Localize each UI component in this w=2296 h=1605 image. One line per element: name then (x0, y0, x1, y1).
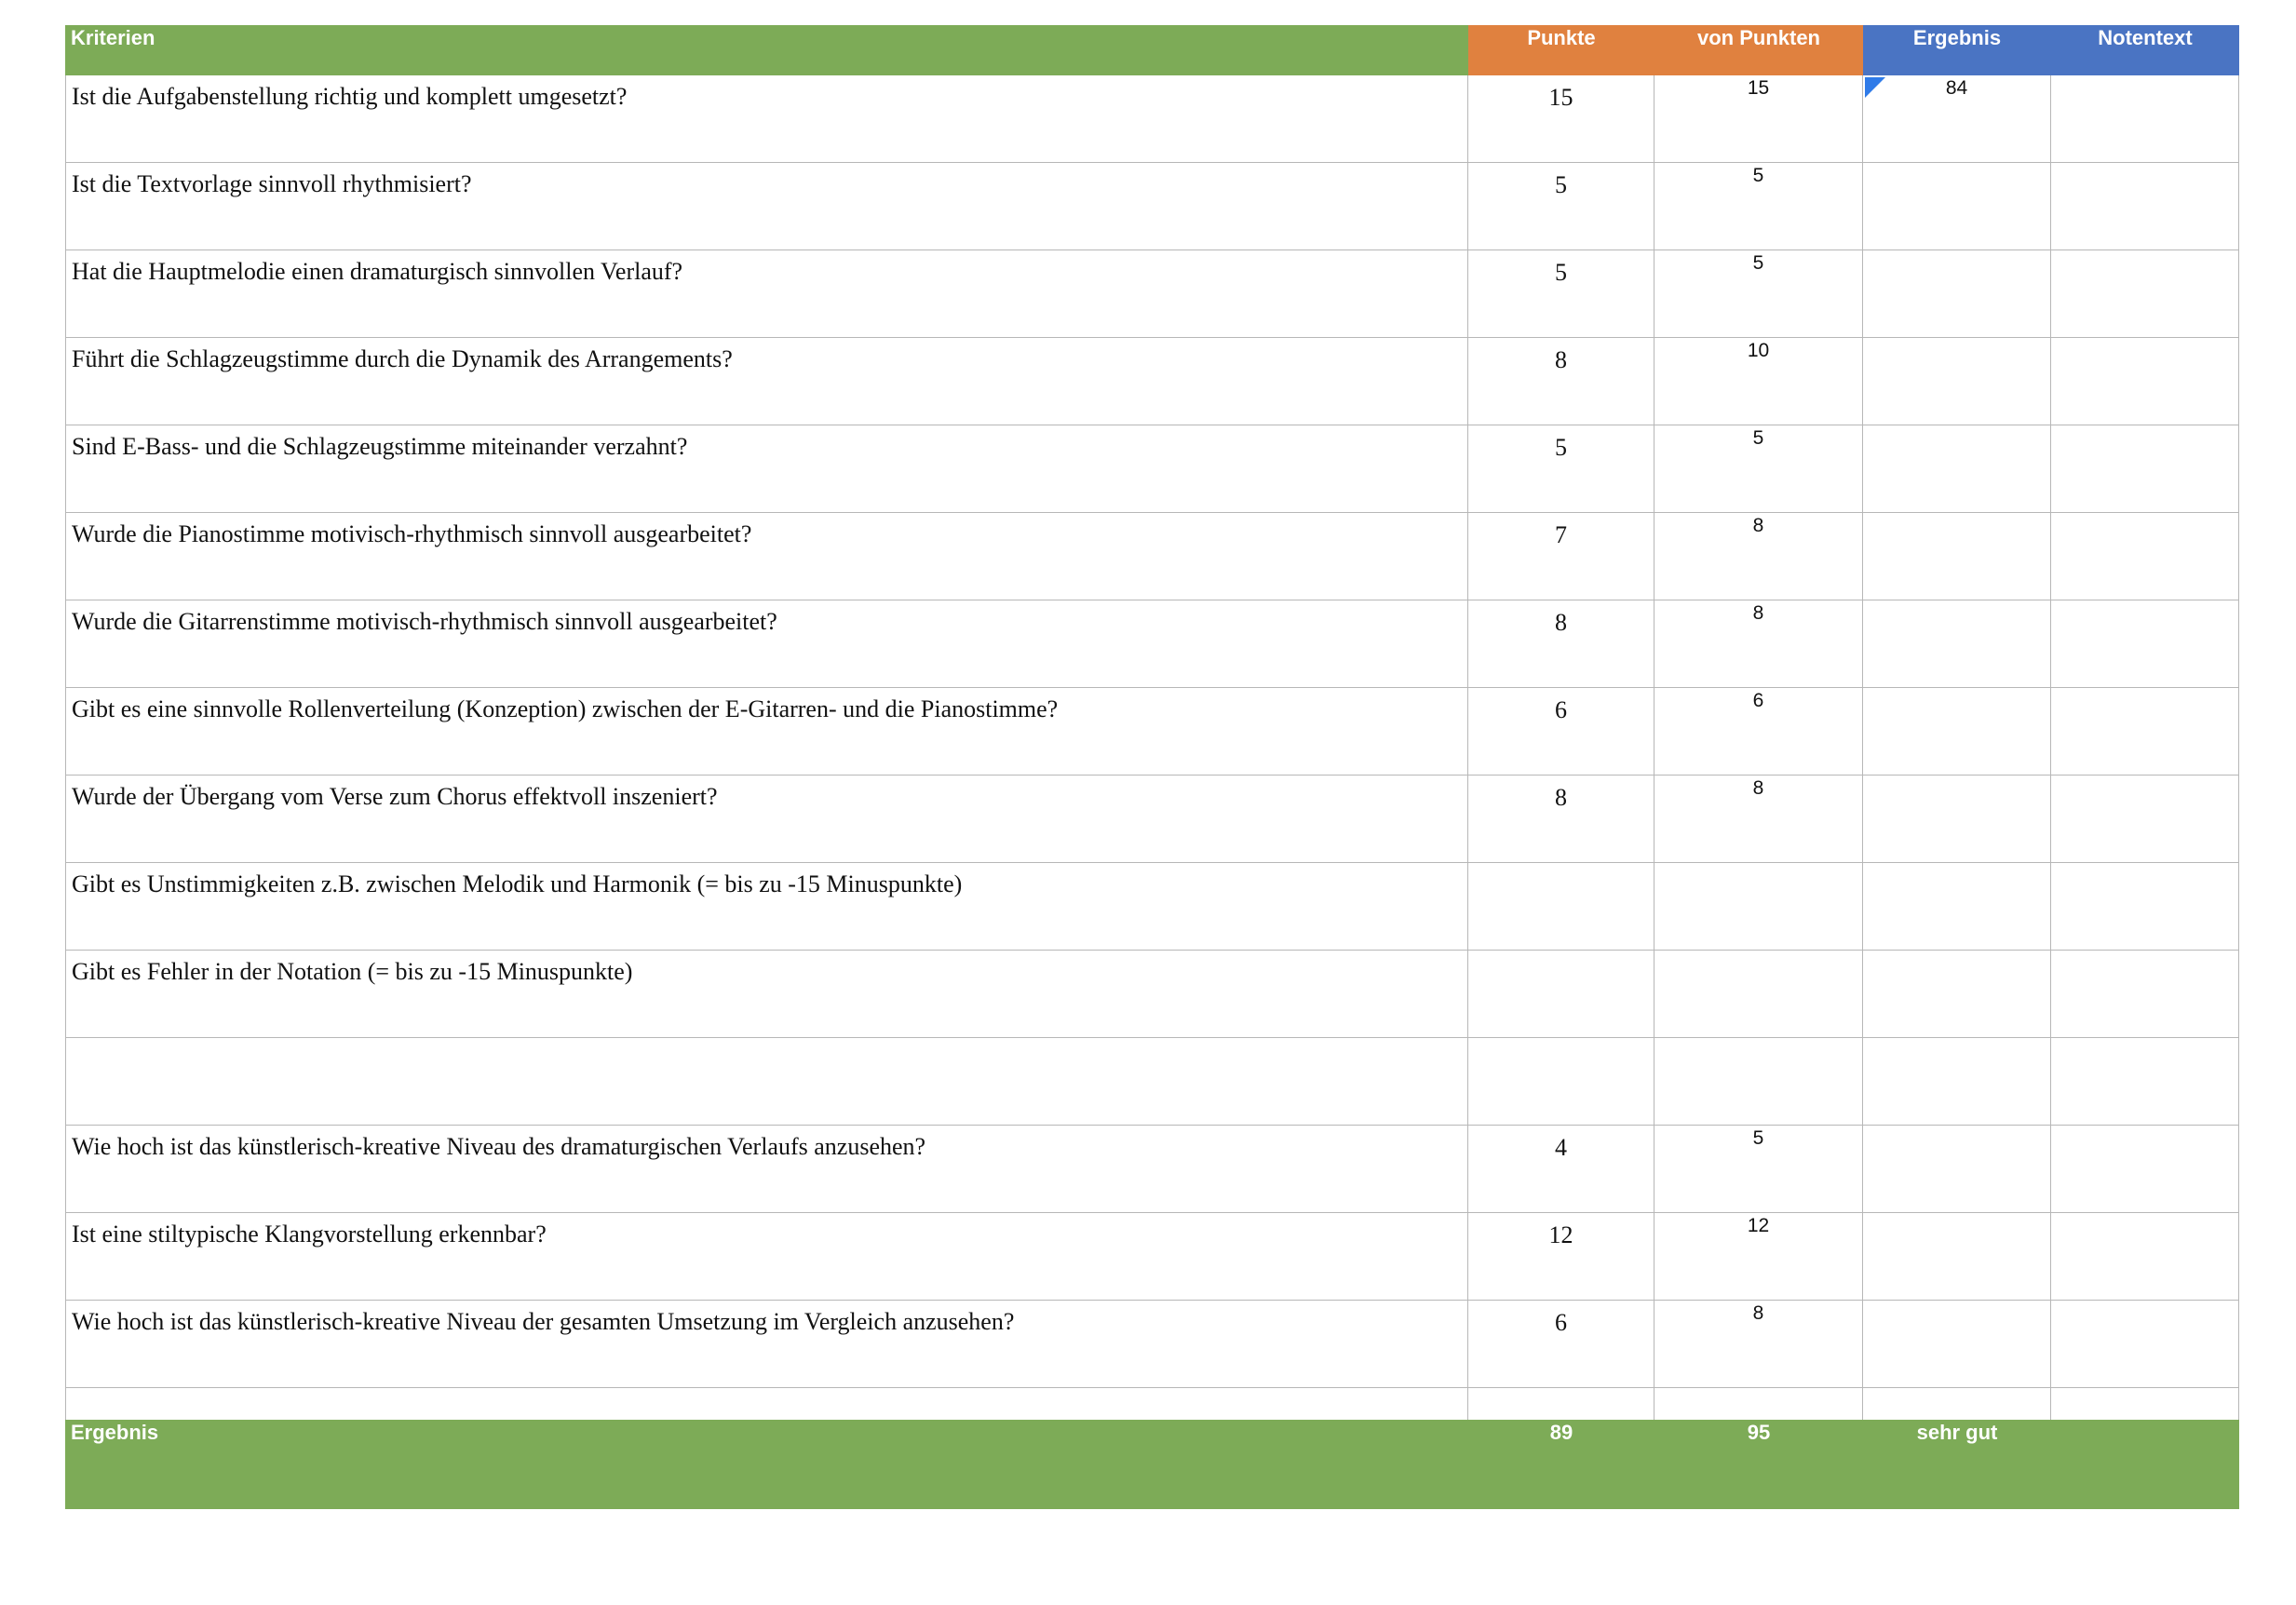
header-von-punkten[interactable]: von Punkten (1654, 25, 1863, 75)
ergebnis-cell[interactable] (1863, 951, 2051, 1038)
criterion-cell[interactable]: Ist die Aufgabenstellung richtig und komplett umgesetzt? (65, 75, 1468, 163)
notentext-cell[interactable] (2051, 75, 2239, 163)
von-punkten-cell[interactable]: 10 (1654, 338, 1863, 425)
empty-cell[interactable] (1863, 1388, 2051, 1420)
criterion-cell[interactable]: Führt die Schlagzeugstimme durch die Dynamik des Arrangements? (65, 338, 1468, 425)
empty-cell[interactable] (2051, 1388, 2239, 1420)
ergebnis-cell[interactable] (1863, 688, 2051, 776)
ergebnis-cell[interactable] (1863, 75, 2051, 163)
criterion-cell[interactable]: Wie hoch ist das künstlerisch-kreative Niveau des dramaturgischen Verlaufs anzusehen? (65, 1126, 1468, 1213)
table-row (65, 776, 2239, 863)
punkte-cell[interactable]: 4 (1468, 1126, 1654, 1213)
ergebnis-cell[interactable] (1863, 600, 2051, 688)
table-row (65, 163, 2239, 250)
footer-label[interactable]: Ergebnis (65, 1420, 1468, 1509)
von-punkten-cell[interactable]: 12 (1654, 1213, 1863, 1301)
punkte-cell[interactable]: 6 (1468, 1301, 1654, 1388)
table-row (65, 863, 2239, 951)
notentext-cell[interactable] (2051, 600, 2239, 688)
ergebnis-cell[interactable] (1863, 1301, 2051, 1388)
criterion-cell[interactable]: Ist die Textvorlage sinnvoll rhythmisiert? (65, 163, 1468, 250)
punkte-cell[interactable]: 5 (1468, 163, 1654, 250)
notentext-cell[interactable] (2051, 1038, 2239, 1126)
punkte-cell[interactable]: 5 (1468, 250, 1654, 338)
criterion-cell[interactable]: Hat die Hauptmelodie einen dramaturgisch sinnvollen Verlauf? (65, 250, 1468, 338)
ergebnis-cell[interactable] (1863, 163, 2051, 250)
criterion-cell[interactable]: Gibt es eine sinnvolle Rollenverteilung (Konzeption) zwischen der E-Gitarren- und die Pianostimme? (65, 688, 1468, 776)
von-punkten-cell[interactable]: 15 (1654, 75, 1863, 163)
von-punkten-cell[interactable]: 6 (1654, 688, 1863, 776)
von-punkten-cell[interactable]: 5 (1654, 163, 1863, 250)
punkte-cell[interactable]: 15 (1468, 75, 1654, 163)
punkte-cell[interactable]: 6 (1468, 688, 1654, 776)
comment-indicator-icon[interactable] (1865, 77, 1885, 98)
punkte-cell[interactable] (1468, 863, 1654, 951)
table-row (65, 1301, 2239, 1388)
von-punkten-cell[interactable]: 8 (1654, 776, 1863, 863)
notentext-cell[interactable] (2051, 688, 2239, 776)
punkte-cell[interactable]: 5 (1468, 425, 1654, 513)
footer-punkte-total[interactable]: 89 (1468, 1420, 1654, 1509)
von-punkten-cell[interactable]: 5 (1654, 250, 1863, 338)
header-kriterien[interactable]: Kriterien (65, 25, 1468, 75)
punkte-cell[interactable] (1468, 1038, 1654, 1126)
header-notentext[interactable]: Notentext (2051, 25, 2239, 75)
footer-ergebnis[interactable]: sehr gut (1863, 1420, 2051, 1509)
von-punkten-cell[interactable]: 5 (1654, 1126, 1863, 1213)
von-punkten-cell[interactable] (1654, 951, 1863, 1038)
notentext-cell[interactable] (2051, 1213, 2239, 1301)
criterion-cell[interactable]: Wurde die Pianostimme motivisch-rhythmisch sinnvoll ausgearbeitet? (65, 513, 1468, 600)
ergebnis-cell[interactable] (1863, 338, 2051, 425)
table-row (65, 1126, 2239, 1213)
table-row (65, 338, 2239, 425)
notentext-cell[interactable] (2051, 951, 2239, 1038)
header-ergebnis[interactable]: Ergebnis (1863, 25, 2051, 75)
empty-cell[interactable] (65, 1388, 1468, 1420)
table-row (65, 425, 2239, 513)
punkte-cell[interactable]: 8 (1468, 338, 1654, 425)
von-punkten-cell[interactable]: 8 (1654, 513, 1863, 600)
von-punkten-cell[interactable] (1654, 863, 1863, 951)
criterion-cell[interactable]: Ist eine stiltypische Klangvorstellung erkennbar? (65, 1213, 1468, 1301)
punkte-cell[interactable]: 12 (1468, 1213, 1654, 1301)
header-punkte[interactable]: Punkte (1468, 25, 1654, 75)
ergebnis-cell[interactable] (1863, 425, 2051, 513)
empty-cell[interactable] (1468, 1388, 1654, 1420)
von-punkten-cell[interactable]: 8 (1654, 600, 1863, 688)
notentext-cell[interactable] (2051, 1301, 2239, 1388)
criterion-cell[interactable] (65, 1038, 1468, 1126)
ergebnis-cell[interactable] (1863, 863, 2051, 951)
table-row (65, 1213, 2239, 1301)
ergebnis-cell[interactable] (1863, 1038, 2051, 1126)
criterion-cell[interactable]: Sind E-Bass- und die Schlagzeugstimme miteinander verzahnt? (65, 425, 1468, 513)
ergebnis-cell[interactable] (1863, 250, 2051, 338)
notentext-cell[interactable] (2051, 338, 2239, 425)
von-punkten-cell[interactable]: 8 (1654, 1301, 1863, 1388)
criterion-cell[interactable]: Wie hoch ist das künstlerisch-kreative Niveau der gesamten Umsetzung im Vergleich anzusehen? (65, 1301, 1468, 1388)
ergebnis-value: 84 (1945, 77, 1968, 99)
ergebnis-cell[interactable] (1863, 776, 2051, 863)
notentext-cell[interactable] (2051, 513, 2239, 600)
grading-sheet (65, 25, 2239, 1509)
criterion-cell[interactable]: Wurde die Gitarrenstimme motivisch-rhythmisch sinnvoll ausgearbeitet? (65, 600, 1468, 688)
punkte-cell[interactable]: 8 (1468, 600, 1654, 688)
criterion-cell[interactable]: Gibt es Unstimmigkeiten z.B. zwischen Melodik und Harmonik (= bis zu -15 Minuspunkte) (65, 863, 1468, 951)
table-row (65, 75, 2239, 163)
footer-von-punkten-total[interactable]: 95 (1654, 1420, 1863, 1509)
table-row (65, 250, 2239, 338)
punkte-cell[interactable] (1468, 951, 1654, 1038)
ergebnis-cell[interactable] (1863, 1126, 2051, 1213)
notentext-cell[interactable] (2051, 163, 2239, 250)
notentext-cell[interactable] (2051, 1126, 2239, 1213)
punkte-cell[interactable]: 8 (1468, 776, 1654, 863)
notentext-cell[interactable] (2051, 250, 2239, 338)
criterion-cell[interactable]: Wurde der Übergang vom Verse zum Chorus effektvoll inszeniert? (65, 776, 1468, 863)
ergebnis-cell[interactable] (1863, 513, 2051, 600)
table-row (65, 951, 2239, 1038)
notentext-cell[interactable] (2051, 425, 2239, 513)
ergebnis-cell[interactable] (1863, 1213, 2051, 1301)
table-row (65, 513, 2239, 600)
footer-row (65, 1420, 2239, 1509)
table-row (65, 600, 2239, 688)
table-row (65, 1038, 2239, 1126)
punkte-cell[interactable]: 7 (1468, 513, 1654, 600)
table-row (65, 688, 2239, 776)
von-punkten-cell[interactable]: 5 (1654, 425, 1863, 513)
footer-notentext[interactable] (2051, 1420, 2239, 1509)
von-punkten-cell[interactable] (1654, 1038, 1863, 1126)
empty-cell[interactable] (1654, 1388, 1863, 1420)
notentext-cell[interactable] (2051, 863, 2239, 951)
header-row (65, 25, 2239, 75)
criterion-cell[interactable]: Gibt es Fehler in der Notation (= bis zu -15 Minuspunkte) (65, 951, 1468, 1038)
notentext-cell[interactable] (2051, 776, 2239, 863)
spacer-row (65, 1388, 2239, 1420)
